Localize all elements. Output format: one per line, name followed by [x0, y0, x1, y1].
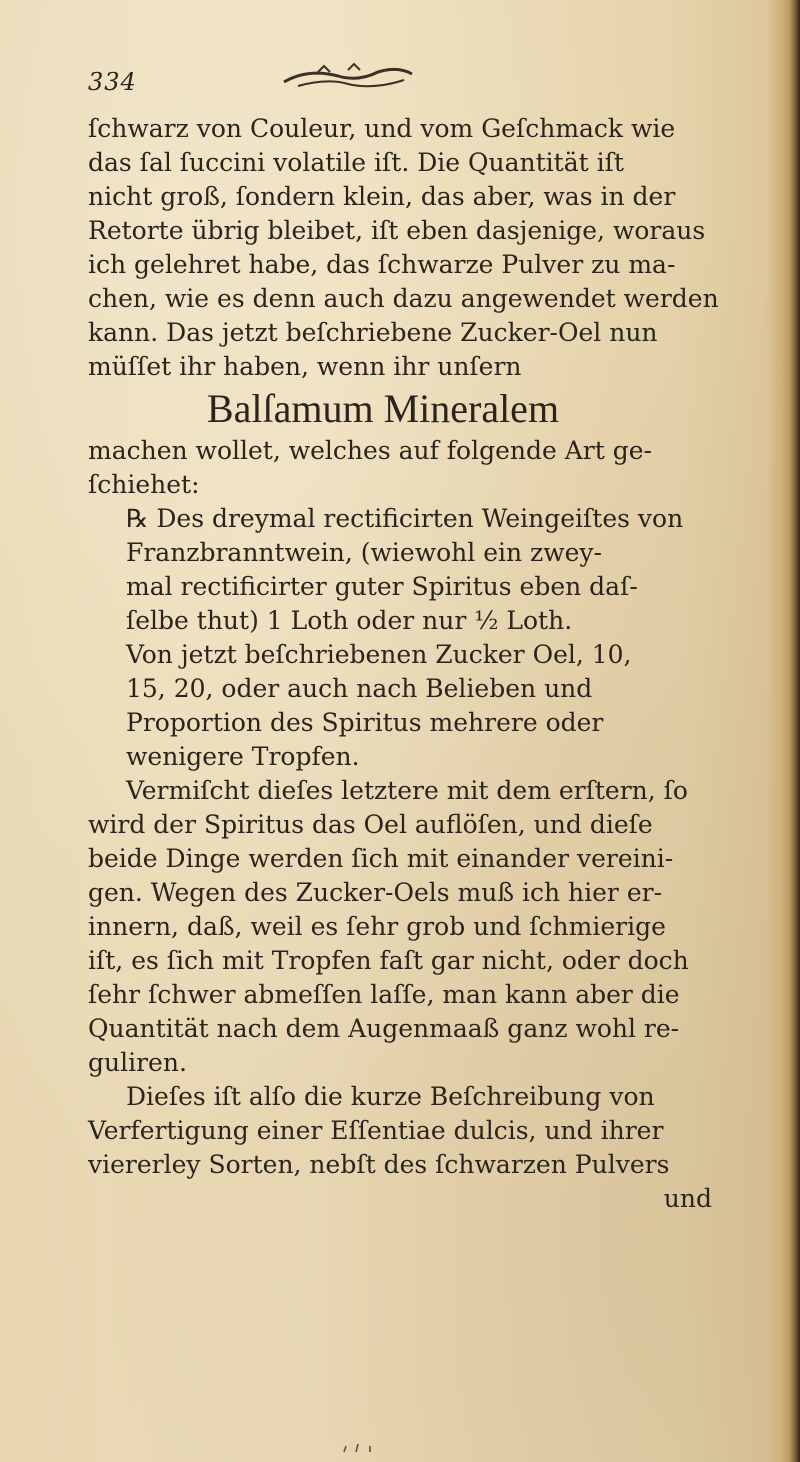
text-line: beide Dinge werden ſich mit einander vereini-	[88, 844, 674, 873]
page-header	[88, 62, 728, 102]
text-line: chen, wie es denn auch dazu angewendet werden	[88, 284, 719, 313]
text-line: ſchiehet:	[88, 470, 200, 499]
text-line: ſchwarz von Couleur, und vom Geſchmack wie	[88, 114, 676, 143]
catchword: und	[663, 1184, 712, 1213]
text-line: guliren.	[88, 1048, 187, 1077]
text-line: wird der Spiritus das Oel auflöſen, und dieſe	[88, 810, 653, 839]
text-line: Verfertigung einer Eſſentiae dulcis, und ihrer	[88, 1116, 664, 1145]
recipe-line: 15, 20, oder auch nach Belieben und	[126, 674, 593, 703]
book-spine-shadow	[766, 0, 800, 1462]
text-line: nicht groß, ſondern klein, das aber, was in der	[88, 182, 676, 211]
latin-heading: Balſamum Mineralem	[206, 386, 560, 431]
recipe-line: ſelbe thut) 1 Loth oder nur ½ Loth.	[126, 606, 573, 635]
text-line: viererley Sorten, nebſt des ſchwarzen Pulvers	[88, 1150, 670, 1179]
header-ornament-icon	[278, 62, 418, 94]
body-text	[88, 112, 728, 1216]
recipe-line: ℞ Des dreymal rectificirten Weingeiſtes von	[126, 504, 684, 533]
page-number: 334	[88, 68, 137, 96]
text-line: müſſet ihr haben, wenn ihr unſern	[88, 352, 522, 381]
text-line: gen. Wegen des Zucker-Oels muß ich hier er-	[88, 878, 663, 907]
text-line: Quantität nach dem Augenmaaß ganz wohl re-	[88, 1014, 680, 1043]
text-line: Vermiſcht dieſes letztere mit dem erſtern, ſo	[126, 776, 688, 805]
text-line: ſehr ſchwer abmeſſen laſſe, man kann aber die	[88, 980, 680, 1009]
text-line: machen wollet, welches auf folgende Art ge-	[88, 436, 652, 465]
text-line: das ſal ſuccini volatile iſt. Die Quantität iſt	[88, 148, 624, 177]
recipe-line: Franzbranntwein, (wiewohl ein zwey-	[126, 538, 602, 567]
text-line: ich gelehret habe, das ſchwarze Pulver zu ma-	[88, 250, 676, 279]
recipe-line: wenigere Tropfen.	[126, 742, 360, 771]
text-line: kann. Das jetzt beſchriebene Zucker-Oel nun	[88, 318, 658, 347]
text-line: Retorte übrig bleibet, iſt eben dasjenige, woraus	[88, 216, 706, 245]
text-line: Dieſes iſt alſo die kurze Beſchreibung von	[126, 1082, 655, 1111]
print-marks-icon	[340, 1440, 380, 1456]
text-line: innern, daß, weil es ſehr grob und ſchmierige	[88, 912, 666, 941]
recipe-line: mal rectificirter guter Spiritus eben daſ-	[126, 572, 638, 601]
recipe-line: Proportion des Spiritus mehrere oder	[126, 708, 604, 737]
text-line: iſt, es ſich mit Tropfen faſt gar nicht, oder doch	[88, 946, 689, 975]
recipe-line: Von jetzt beſchriebenen Zucker Oel, 10,	[126, 640, 632, 669]
